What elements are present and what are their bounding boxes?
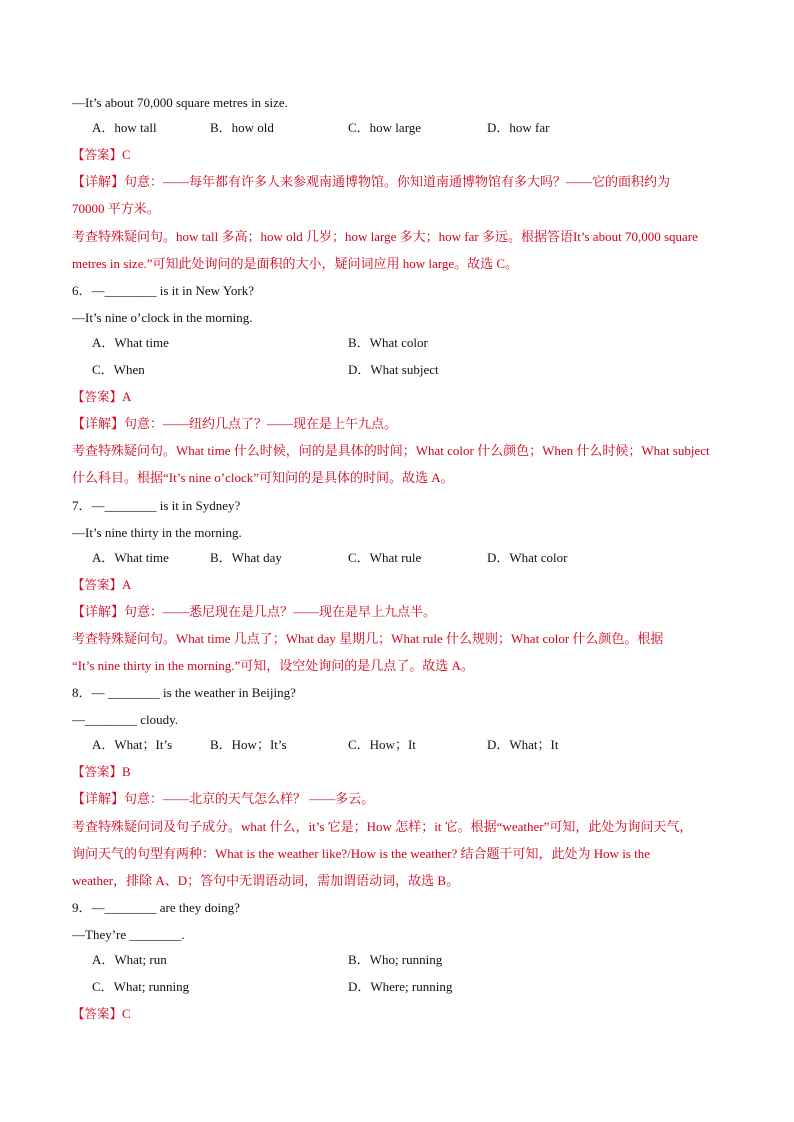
q9-reply: —They’re ________. [72, 927, 185, 942]
answer-label: 【答案】 [72, 1006, 123, 1021]
q6-option-a: A．What time [92, 335, 169, 350]
q8-detail-line: 询问天气的句型有两种：What is the weather like?/How is the weather? 结合题干可知，此处为 How is the [72, 846, 651, 861]
q9-option-d: D．Where; running [348, 979, 453, 994]
q8-option-a: A．What；It’s [92, 737, 173, 752]
q8-option-b: B．How；It’s [210, 737, 287, 752]
q9-answer [72, 1005, 131, 1023]
answer-label: 【答案】 [72, 764, 123, 779]
q6-option-b: B．What color [348, 335, 428, 350]
q7-question: 7．—________ is it in Sydney? [72, 498, 241, 513]
q9-option-b: B．Who; running [348, 952, 443, 967]
q7-option-b: B．What day [210, 550, 282, 565]
q6-option-c: C．When [92, 362, 145, 377]
answer-value: C [122, 1006, 131, 1021]
q5-reply: —It’s about 70,000 square metres in size. [72, 95, 288, 110]
q6-option-d: D．What subject [348, 362, 439, 377]
q8-reply: —________ cloudy. [72, 712, 179, 727]
q7-answer [72, 576, 131, 594]
answer-value: B [122, 764, 131, 779]
q8-detail-line: weather，排除 A、D；答句中无谓语动词，需加谓语动词，故选 B。 [72, 873, 460, 888]
q5-detail-line: 70000 平方米。 [72, 201, 160, 216]
answer-value: A [122, 389, 132, 404]
q5-detail-line: metres in size.”可知此处询问的是面积的大小，疑问词应用 how large。故选 C。 [72, 256, 519, 271]
answer-value: A [122, 577, 132, 592]
q6-question: 6．—________ is it in New York? [72, 283, 255, 298]
q9-option-c: C．What; running [92, 979, 190, 994]
q9-option-a: A．What; run [92, 952, 167, 967]
q8-answer [72, 763, 131, 781]
q8-option-d: D．What；It [487, 737, 559, 752]
q7-option-c: C．What rule [348, 550, 422, 565]
q9-question: 9．—________ are they doing? [72, 900, 240, 915]
q6-detail-line: 什么科目。根据“It’s nine o’clock”可知问的是具体的时间。故选 A。 [72, 470, 454, 485]
q8-detail-line: 考查特殊疑问词及句子成分。what 什么，it’s 它是；How 怎样；it 它。根据“weather”可知，此处为询问天气， [72, 819, 693, 834]
q5-answer [72, 146, 131, 164]
q5-detail-line: 【详解】句意：——每年都有许多人来参观南通博物馆。你知道南通博物馆有多大吗？——它的面积约为 [72, 174, 671, 189]
q5-option-c: C．how large [348, 120, 422, 135]
q5-option-b: B．how old [210, 120, 274, 135]
q8-option-c: C．How；It [348, 737, 416, 752]
q7-detail-line: 考查特殊疑问句。What time 几点了；What day 星期几；What rule 什么规则；What color 什么颜色。根据 [72, 631, 664, 646]
q6-detail-line: 考查特殊疑问句。What time 什么时候，问的是具体的时间；What color 什么颜色；When 什么时候；What subject [72, 443, 710, 458]
q8-detail-line: 【详解】句意：——北京的天气怎么样？ ——多云。 [72, 791, 375, 806]
q6-detail-line: 【详解】句意：——纽约几点了？——现在是上午九点。 [72, 416, 398, 431]
answer-label: 【答案】 [72, 389, 123, 404]
q7-option-d: D．What color [487, 550, 568, 565]
q6-answer [72, 388, 131, 406]
q8-question: 8．— ________ is the weather in Beijing? [72, 685, 296, 700]
answer-label: 【答案】 [72, 577, 123, 592]
q7-detail-line: “It’s nine thirty in the morning.”可知，设空处询问的是几点了。故选 A。 [72, 658, 474, 673]
q7-reply: —It’s nine thirty in the morning. [72, 525, 242, 540]
q7-option-a: A．What time [92, 550, 169, 565]
answer-label: 【答案】 [72, 147, 123, 162]
q7-detail-line: 【详解】句意：——悉尼现在是几点？——现在是早上九点半。 [72, 604, 437, 619]
q6-reply: —It’s nine o’clock in the morning. [72, 310, 253, 325]
q5-option-a: A．how tall [92, 120, 157, 135]
q5-option-d: D．how far [487, 120, 550, 135]
answer-value: C [122, 147, 131, 162]
q5-detail-line: 考查特殊疑问句。how tall 多高；how old 几岁；how large 多大；how far 多远。根据答语It’s about 70,000 square [72, 229, 698, 244]
